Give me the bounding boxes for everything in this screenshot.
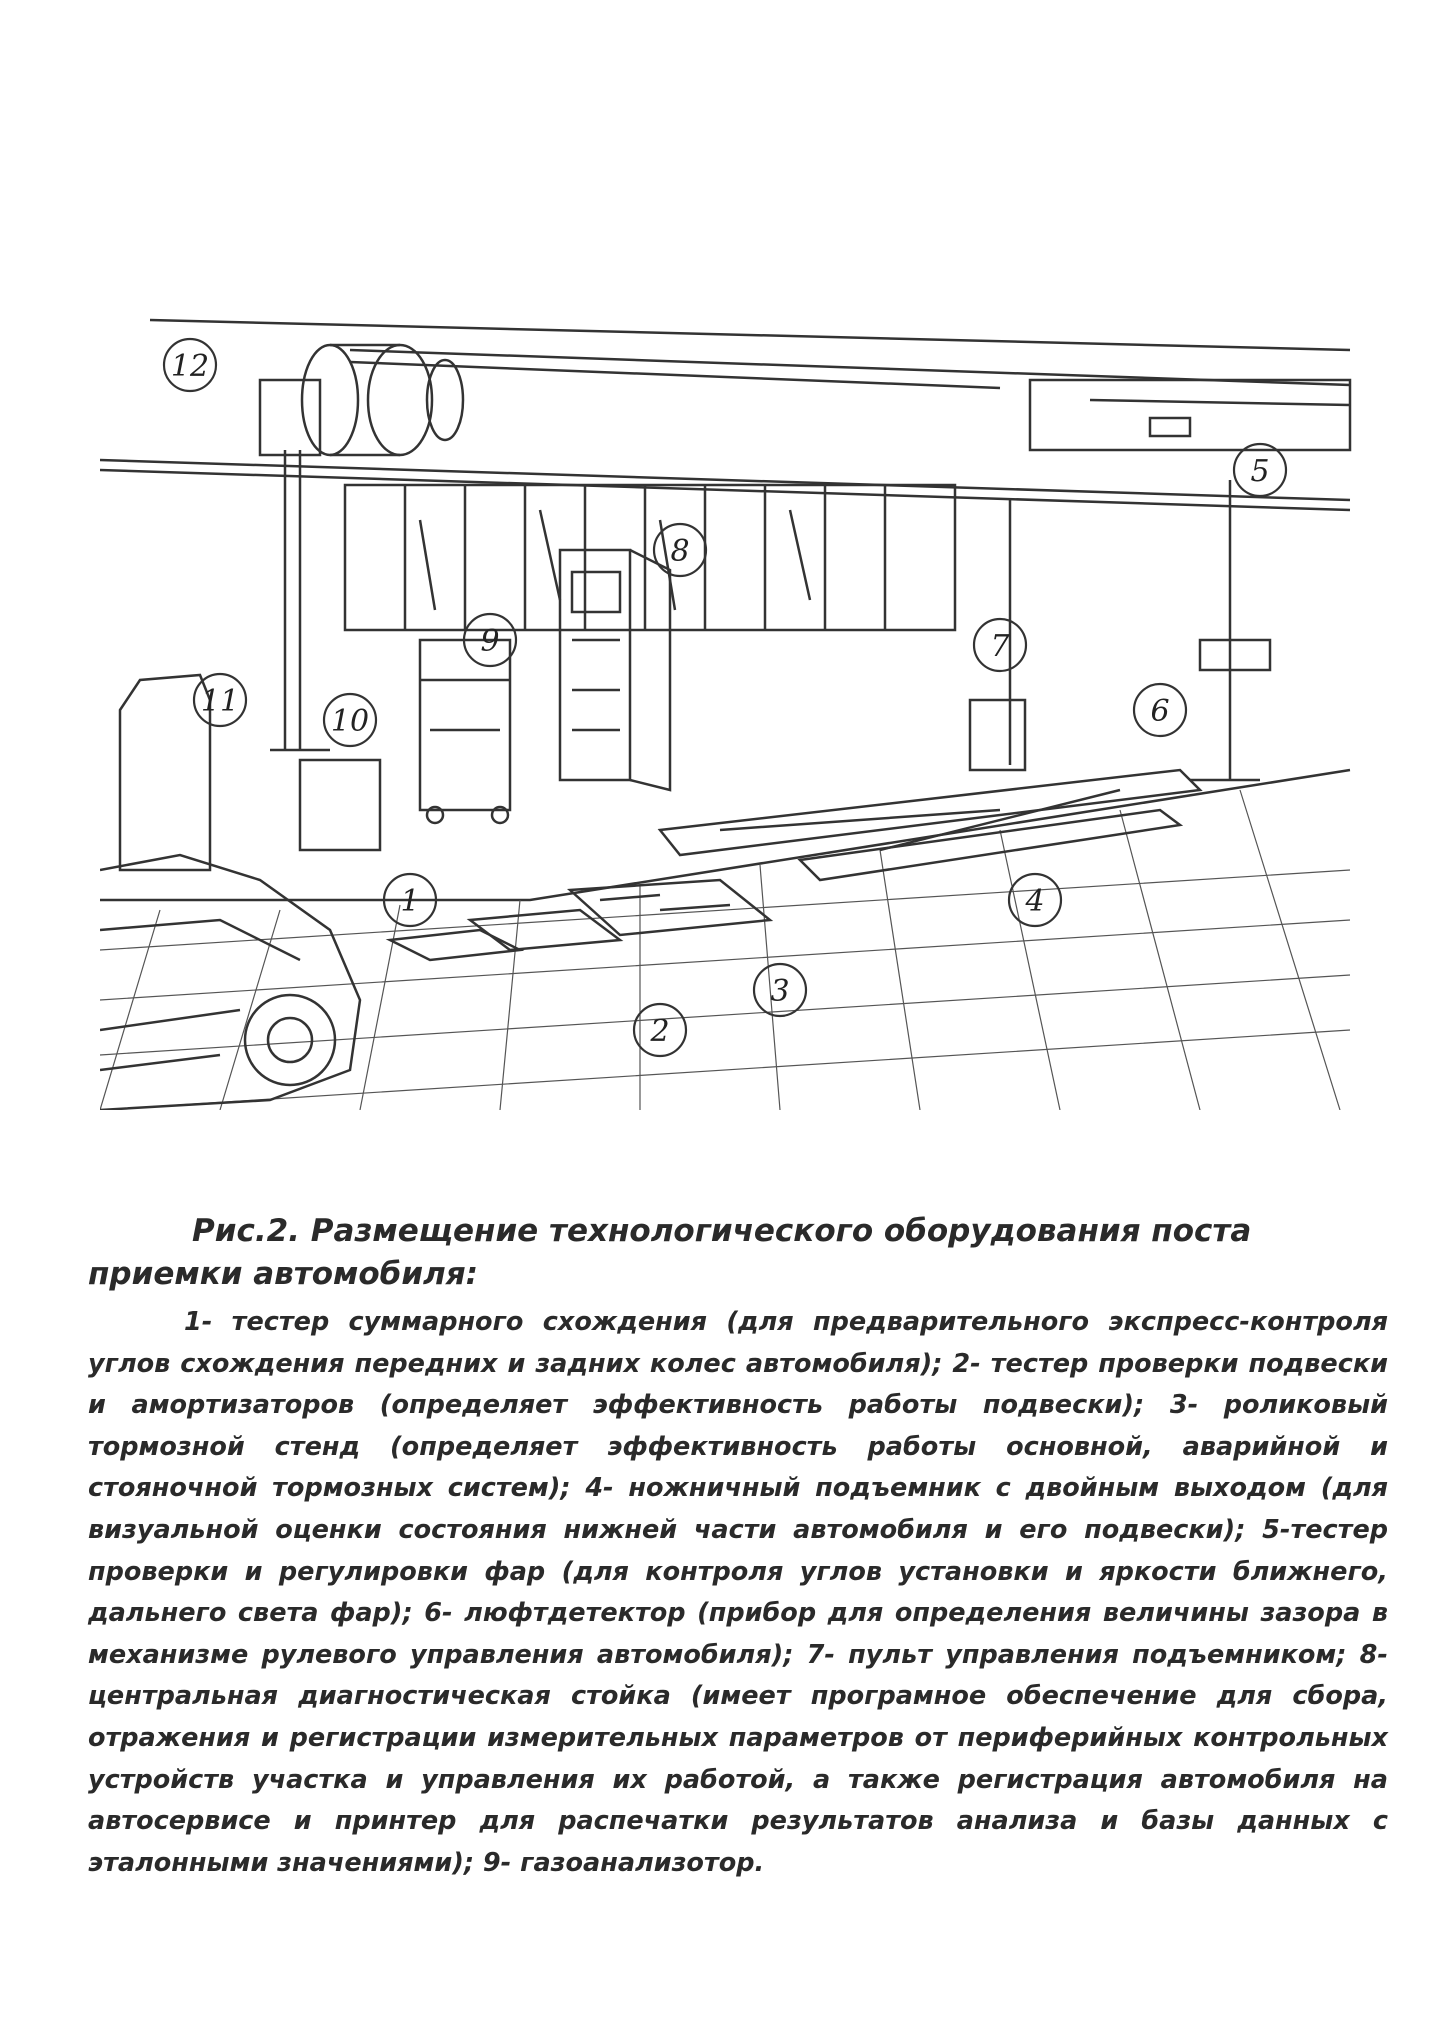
callout-10: 10 xyxy=(330,704,370,739)
figure-caption xyxy=(88,1210,1388,1884)
windows xyxy=(345,485,955,630)
ceiling-structure xyxy=(100,320,1350,510)
callout-5: 5 xyxy=(1250,454,1270,489)
callout-3: 3 xyxy=(770,974,790,1009)
callout-8: 8 xyxy=(670,534,690,569)
callout-4: 4 xyxy=(1025,884,1045,919)
headlight-tester xyxy=(1190,480,1270,780)
callout-12: 12 xyxy=(170,349,210,384)
diagnostic-stand xyxy=(560,550,670,790)
callout-2: 2 xyxy=(650,1014,670,1049)
callout-6: 6 xyxy=(1150,694,1170,729)
callout-9: 9 xyxy=(480,624,500,659)
lift-control xyxy=(970,700,1025,770)
board-11 xyxy=(120,675,210,870)
gas-analyzer xyxy=(300,640,510,850)
hose-reel xyxy=(260,345,463,750)
scissor-lift xyxy=(660,770,1200,880)
callout-11: 11 xyxy=(200,684,240,719)
callout-7: 7 xyxy=(990,629,1010,664)
caption-title: Рис.2. Размещение технологического оборудования поста приемки автомобиля: xyxy=(88,1213,1252,1292)
floor-edge xyxy=(100,770,1350,900)
caption-body: 1- тестер суммарного схождения (для предварительного экспресс-контроля углов схождения передних и задних колес автомобиля); 2- тестер проверки подвески и амортизаторов (определяет эффективность работы подвески); 3- роликовый тормозной стенд (определяет эффективность работы основной, аварийной и стояночной тормозных систем); 4- ножничный подъемник с двойным выходом (для визуальной оценки состояния нижней части автомобиля и его подвески); 5-тестер проверки и регулировки фар (для контроля углов установки и яркости ближнего, дальнего света фар); 6- люфтдетектор (прибор для определения величины зазора в механизме рулевого управления автомобиля); 7- пульт управления подъемником; 8- центральная диагностическая стойка (имеет програмное обеспечение для сбора, отражения и регистрации измерительных параметров от периферийных контрольных устройств участка и управления их работой, а также регистрация автомобиля на автосервисе и принтер для распечатки результатов анализа и базы данных с эталонными значениями); 9- газоанализотор. xyxy=(88,1307,1388,1878)
callout-labels xyxy=(164,339,1286,1056)
callout-1: 1 xyxy=(400,884,420,919)
equipment-layout-figure xyxy=(100,310,1380,1110)
car xyxy=(100,855,360,1110)
